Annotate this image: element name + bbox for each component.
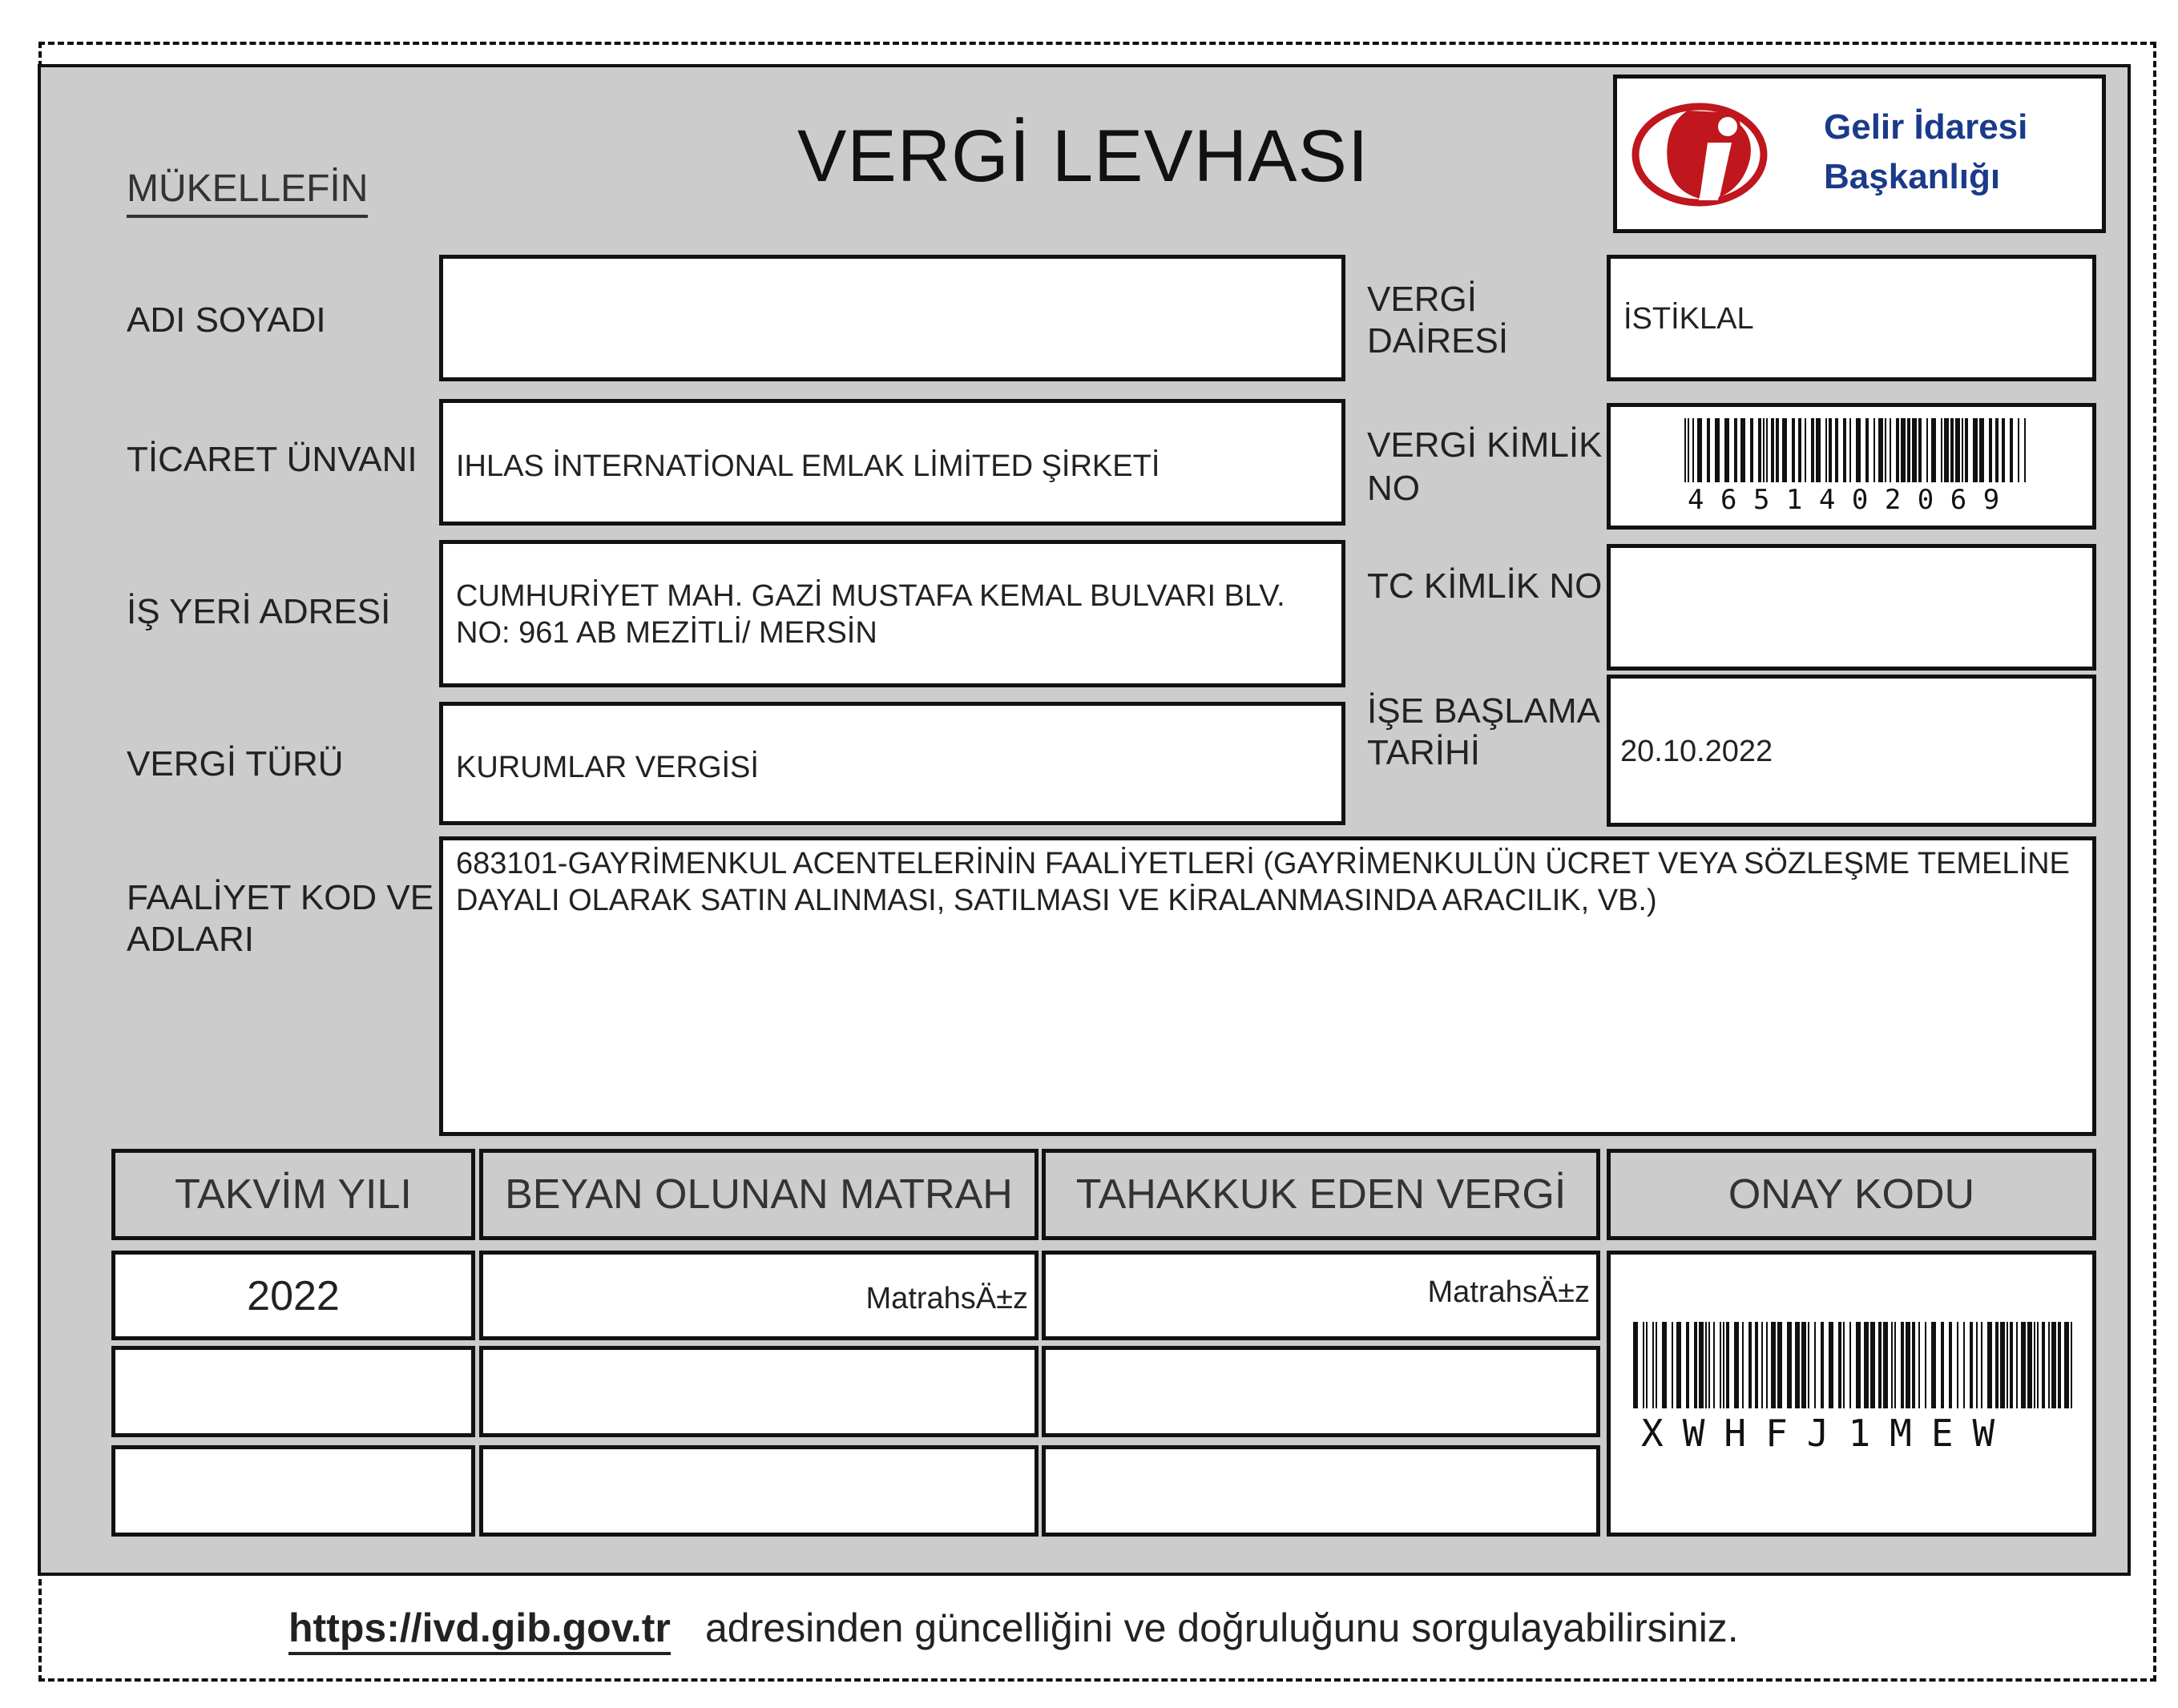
barcode-bar — [1896, 418, 1899, 482]
label-ise-baslama-line2: TARİHİ — [1367, 733, 1480, 772]
barcode-bar — [1856, 418, 1861, 482]
field-is-yeri-adresi — [439, 540, 1345, 687]
barcode-bar — [1962, 418, 1963, 482]
barcode-bar — [1808, 1322, 1809, 1408]
table-cell-year-1 — [111, 1251, 475, 1340]
onay-kodu-barcode — [1633, 1322, 2074, 1408]
table-cell-vergi-1 — [1042, 1251, 1600, 1340]
gib-logo — [1613, 75, 2106, 233]
barcode-bar — [1941, 1322, 1944, 1408]
table-cell-vergi-3 — [1042, 1445, 1600, 1537]
barcode-bar — [1798, 418, 1801, 482]
barcode-bar — [1684, 418, 1686, 482]
field-onay-kodu — [1607, 1251, 2096, 1537]
gib-emblem-icon — [1631, 95, 1768, 215]
barcode-bar — [2034, 1322, 2035, 1408]
barcode-bar — [1970, 1322, 1973, 1408]
barcode-bar — [1787, 1322, 1792, 1408]
barcode-bar — [2007, 1322, 2008, 1408]
table-cell-value: MatrahsÄ±z — [865, 1282, 1028, 1315]
barcode-bar — [2000, 1322, 2005, 1408]
logo-text-line2: Başkanlığı — [1824, 157, 2001, 196]
label-ise-baslama-line1: İŞE BAŞLAMA — [1367, 691, 1601, 731]
label-tc-kimlik-no: TC KİMLİK NO — [1367, 566, 1603, 606]
barcode-bar — [1688, 418, 1689, 482]
barcode-bar — [2027, 1322, 2032, 1408]
label-faaliyet-line1: FAALİYET KOD VE — [127, 878, 434, 917]
field-adi-soyadi — [439, 255, 1345, 381]
table-header-beyan-matrah: BEYAN OLUNAN MATRAH — [479, 1149, 1039, 1240]
table-cell-vergi-2 — [1042, 1346, 1600, 1437]
barcode-bar — [1912, 1322, 1915, 1408]
value-faaliyet-line2: DAYALI OLARAK SATIN ALINMASI, SATILMASI VE KİRALANMASINDA ARACILIK, VB.) — [456, 884, 1657, 917]
barcode-bar — [1723, 1322, 1724, 1408]
barcode-bar — [1643, 1322, 1644, 1408]
barcode-bar — [1699, 1322, 1704, 1408]
barcode-bar — [1792, 418, 1795, 482]
barcode-bar — [1829, 1322, 1833, 1408]
value-faaliyet-line1: 683101-GAYRİMENKUL ACENTELERİNİN FAALİYETLERİ (GAYRİMENKULÜN ÜCRET VEYA SÖZLEŞME TEMELİNE — [456, 847, 2070, 880]
barcode-bar — [1950, 418, 1954, 482]
table-cell-matrah-3 — [479, 1445, 1039, 1537]
vkn-digits: 4651402069 — [1688, 484, 2016, 516]
barcode-bar — [2042, 1322, 2045, 1408]
barcode-bar — [1849, 418, 1851, 482]
barcode-bar — [1949, 1322, 1952, 1408]
barcode-bar — [1890, 418, 1891, 482]
barcode-bar — [1734, 418, 1737, 482]
field-ise-baslama — [1607, 675, 2096, 827]
barcode-bar — [1843, 418, 1846, 482]
barcode-bar — [2064, 1322, 2069, 1408]
value-adres-line2: NO: 961 AB MEZİTLİ/ MERSİN — [456, 616, 877, 650]
table-cell-year-2 — [111, 1346, 475, 1437]
barcode-bar — [1776, 418, 1779, 482]
barcode-bar — [1955, 418, 1960, 482]
value-ise-baslama: 20.10.2022 — [1620, 735, 1773, 768]
barcode-bar — [1883, 1322, 1888, 1408]
label-faaliyet-line2: ADLARI — [127, 920, 254, 959]
barcode-bar — [1912, 418, 1917, 482]
barcode-bar — [1766, 1322, 1768, 1408]
barcode-bar — [1838, 1322, 1841, 1408]
barcode-bar — [1707, 418, 1710, 482]
field-ticaret-unvani — [439, 399, 1345, 526]
barcode-bar — [1878, 1322, 1882, 1408]
barcode-bar — [1973, 418, 1978, 482]
barcode-bar — [2058, 1322, 2061, 1408]
barcode-bar — [1805, 418, 1806, 482]
barcode-bar — [1697, 418, 1702, 482]
barcode-bar — [1662, 1322, 1667, 1408]
label-vkn-line1: VERGİ KİMLİK — [1367, 425, 1603, 465]
barcode-bar — [1782, 418, 1787, 482]
barcode-bar — [1761, 1322, 1763, 1408]
barcode-bar — [1995, 418, 1999, 482]
barcode-bar — [1742, 1322, 1744, 1408]
barcode-bar — [1906, 1322, 1910, 1408]
footer-text: adresinden güncelliğini ve doğruluğunu sorgulayabilirsiniz. — [705, 1605, 1739, 1650]
section-label: MÜKELLEFİN — [127, 167, 368, 218]
barcode-bar — [1995, 1322, 1999, 1408]
label-vergi-turu: VERGİ TÜRÜ — [127, 744, 344, 784]
barcode-bar — [1821, 1322, 1824, 1408]
label-adi-soyadi: ADI SOYADI — [127, 300, 326, 340]
barcode-bar — [2010, 1322, 2013, 1408]
barcode-bar — [1865, 418, 1869, 482]
table-cell-matrah-2 — [479, 1346, 1039, 1437]
vkn-barcode — [1684, 418, 2029, 482]
label-ticaret-unvani: TİCARET ÜNVANI — [127, 440, 417, 479]
barcode-bar — [1652, 1322, 1654, 1408]
barcode-bar — [1907, 418, 1910, 482]
barcode-bar — [1676, 1322, 1681, 1408]
barcode-bar — [1981, 1322, 1982, 1408]
value-vergi-turu: KURUMLAR VERGİSİ — [456, 751, 759, 784]
barcode-bar — [2018, 418, 2019, 482]
barcode-bar — [1748, 1322, 1752, 1408]
barcode-bar — [1811, 418, 1814, 482]
barcode-bar — [1633, 1322, 1638, 1408]
label-vergi-dairesi-line1: VERGİ — [1367, 280, 1477, 319]
barcode-bar — [1795, 1322, 1800, 1408]
barcode-bar — [2071, 1322, 2072, 1408]
barcode-bar — [1918, 418, 1922, 482]
barcode-bar — [2048, 1322, 2050, 1408]
barcode-bar — [1814, 1322, 1816, 1408]
barcode-bar — [1763, 418, 1765, 482]
barcode-bar — [1989, 418, 1992, 482]
barcode-bar — [1726, 1322, 1729, 1408]
barcode-bar — [1825, 418, 1827, 482]
field-tc-kimlik-no — [1607, 544, 2096, 671]
field-vergi-turu — [439, 702, 1345, 825]
barcode-bar — [1856, 1322, 1861, 1408]
table-cell-value: 2022 — [247, 1273, 340, 1319]
barcode-bar — [1740, 418, 1745, 482]
barcode-bar — [1941, 418, 1942, 482]
barcode-bar — [1705, 1322, 1707, 1408]
label-vkn-line2: NO — [1367, 469, 1420, 508]
page-title: VERGİ LEVHASI — [797, 115, 1369, 197]
barcode-bar — [1976, 1322, 1978, 1408]
barcode-bar — [1771, 418, 1774, 482]
barcode-bar — [1901, 1322, 1904, 1408]
barcode-bar — [1766, 418, 1768, 482]
barcode-bar — [1777, 1322, 1782, 1408]
value-ticaret-unvani: IHLAS İNTERNATİONAL EMLAK LİMİTED ŞİRKETİ — [456, 449, 1160, 483]
barcode-bar — [1965, 418, 1968, 482]
barcode-bar — [1931, 1322, 1936, 1408]
barcode-bar — [1734, 1322, 1739, 1408]
barcode-bar — [1750, 418, 1753, 482]
barcode-bar — [1931, 418, 1936, 482]
barcode-bar — [2024, 418, 2026, 482]
logo-text-line1: Gelir İdaresi — [1824, 107, 2028, 147]
barcode-bar — [1672, 1322, 1673, 1408]
barcode-bar — [1957, 1322, 1958, 1408]
barcode-bar — [1686, 1322, 1689, 1408]
field-vergi-kimlik-no — [1607, 403, 2096, 530]
barcode-bar — [1901, 418, 1906, 482]
table-cell-year-3 — [111, 1445, 475, 1537]
barcode-bar — [1829, 418, 1832, 482]
barcode-bar — [1724, 418, 1729, 482]
barcode-bar — [2010, 418, 2013, 482]
barcode-bar — [1925, 1322, 1926, 1408]
barcode-bar — [1979, 418, 1984, 482]
barcode-bar — [1891, 1322, 1893, 1408]
table-cell-value: MatrahsÄ±z — [1427, 1275, 1590, 1309]
barcode-bar — [2037, 1322, 2039, 1408]
barcode-bar — [2051, 1322, 2056, 1408]
barcode-bar — [1944, 418, 1949, 482]
barcode-bar — [1708, 1322, 1710, 1408]
table-header-takvim-yili: TAKVİM YILI — [111, 1149, 475, 1240]
barcode-bar — [2002, 418, 2005, 482]
barcode-bar — [1715, 418, 1720, 482]
barcode-bar — [1843, 1322, 1845, 1408]
barcode-bar — [1873, 418, 1875, 482]
barcode-bar — [1885, 418, 1886, 482]
barcode-bar — [1692, 418, 1694, 482]
table-header-tahakkuk-vergi: TAHAKKUK EDEN VERGİ — [1042, 1149, 1600, 1240]
field-vergi-dairesi — [1607, 255, 2096, 381]
barcode-bar — [1758, 418, 1761, 482]
barcode-bar — [1849, 1322, 1851, 1408]
barcode-bar — [1987, 1322, 1992, 1408]
barcode-bar — [1926, 418, 1928, 482]
barcode-bar — [1963, 1322, 1965, 1408]
label-vergi-dairesi-line2: DAİRESİ — [1367, 321, 1509, 361]
barcode-bar — [2021, 1322, 2026, 1408]
barcode-bar — [1870, 1322, 1875, 1408]
barcode-bar — [1894, 1322, 1896, 1408]
barcode-bar — [1878, 418, 1883, 482]
value-vergi-dairesi: İSTİKLAL — [1623, 302, 1754, 336]
barcode-bar — [1720, 1322, 1721, 1408]
barcode-bar — [1694, 1322, 1697, 1408]
table-header-onay-kodu: ONAY KODU — [1607, 1149, 2096, 1240]
barcode-bar — [1801, 1322, 1806, 1408]
value-adres-line1: CUMHURİYET MAH. GAZİ MUSTAFA KEMAL BULVARI BLV. — [456, 579, 1285, 613]
barcode-bar — [1864, 1322, 1869, 1408]
barcode-bar — [1656, 1322, 1657, 1408]
barcode-bar — [1771, 1322, 1776, 1408]
field-faaliyet — [439, 836, 2096, 1136]
table-cell-matrah-1 — [479, 1251, 1039, 1340]
label-is-yeri-adresi: İŞ YERİ ADRESİ — [127, 592, 391, 631]
barcode-bar — [1646, 1322, 1648, 1408]
onay-kodu-digits: XWHFJ1MEW — [1641, 1412, 2015, 1455]
barcode-bar — [2016, 1322, 2018, 1408]
verification-link[interactable]: https://ivd.gib.gov.tr — [288, 1604, 671, 1655]
barcode-bar — [1755, 1322, 1758, 1408]
barcode-bar — [1713, 1322, 1715, 1408]
barcode-bar — [1835, 418, 1838, 482]
barcode-bar — [1918, 1322, 1920, 1408]
barcode-bar — [1816, 418, 1821, 482]
